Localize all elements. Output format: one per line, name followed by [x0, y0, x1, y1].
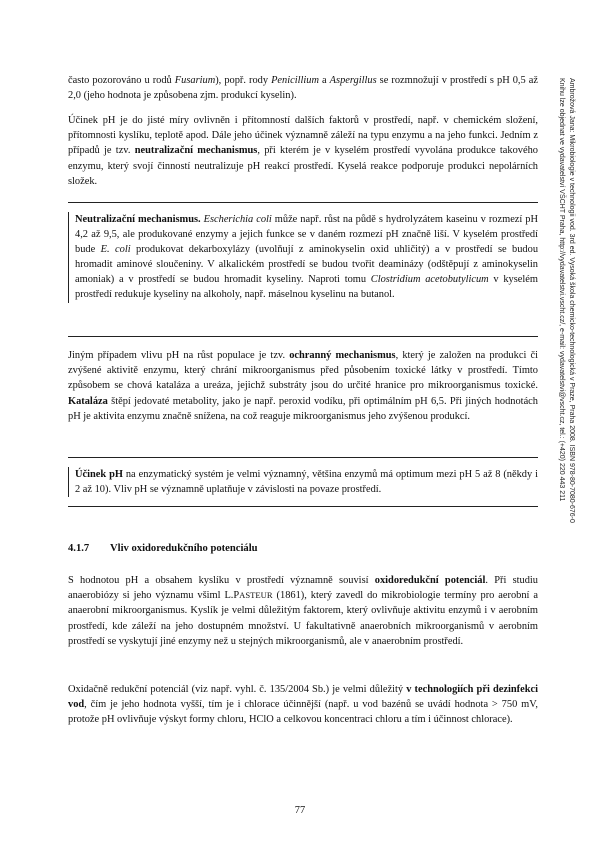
- p2-text: Účinek pH je do jisté míry ovlivněn i přítomností dalších faktorů v prostředí, např. v chemickém složení, přítomnosti kyslíku, teplotě apod. Dále jeho účinek významně záleží na typu enzymu a na jeho funkci. Jedním z případů je tzv. neutralizační mechanismus, při kterém je v kyselém prostředí vyvolána produkce takového enzymu, který svojí činností neutralizuje pH reakcí prostředí. Kyselá reakce podporuje produkci nepolárních složek.: [68, 115, 538, 187]
- p1-text: často pozorováno u rodů Fusarium), popř. rody Penicillium a Aspergillus se rozmnožují v prostředí s pH 0,5 až 2,0 (jeho hodnota je způsobena zjm. produkcí kyselin).: [68, 75, 538, 102]
- boxed-note-ph-enzymes: [68, 467, 538, 497]
- section-number: 4.1.7: [68, 543, 90, 554]
- page-number: 77: [294, 805, 306, 816]
- p5-text: Oxidačně redukční potenciál (viz např. vyhl. č. 135/2004 Sb.) je velmi důležitý v technologiích při dezinfekci vod, čím je jeho hodnota vyšší, tím je i chlorace účinnější (např. u vod bazénů se uvádí hodnota > 750 mV, protože pH ovlivňuje výskyt formy chloru, HClO a celkovou koncentraci chloru a tím i účinnost chlorace).: [68, 684, 538, 726]
- box-top-rule: [68, 202, 538, 203]
- p3-text: Jiným případem vlivu pH na růst populace je tzv. ochranný mechanismus, který je založen na produkci či zvýšené aktivitě enzymu, který chrání mikroorganismus před působením toxické látky v prostředí. Tímto způsobem se chová kataláza a ureáza, jejichž substráty jsou do určité hranice pro mikroorganismus toxické. Kataláza štěpí jedovaté metabolity, jako je např. peroxid vodíku, při optimálním pH 6,5. Při jiných hodnotách pH je aktivita enzymu značně snížena, na což reaguje mikroorganismus jeho zvýšenou produkcí.: [68, 350, 538, 422]
- box2-bottom-rule: [68, 506, 538, 507]
- box1-text: Neutralizační mechanismus. Escherichia coli může např. růst na půdě s hydrolyzátem kaseinu v rozmezí pH 4,2 až 9,5, ale produkované enzymy a jejich funkce se v daném rozmezí pH značně liší. V kyselém prostředí bude E. coli produkovat dekarboxylázy (uvolňují z aminokyselin oxid uhličitý) a v prostředí se budou hromadit aminové sloučeniny. V alkalickém prostředí se budou tvořit deaminázy (odštěpují z aminokyselin amoniak) a v prostředí se budou hromadit kyseliny. Naproti tomu Clostridium acetobutylicum v kyselém prostředí redukuje kyseliny na alkoholy, např. máselnou kyselinu na butanol.: [75, 214, 539, 301]
- paragraph-redox-potential: [68, 573, 538, 649]
- p4-text: S hodnotou pH a obsahem kyslíku v prostředí významně souvisí oxidoredukční potenciál. Při studiu anaerobiózy si jeho významu všiml L.PASTEUR (1861), který zavedl do mikrobiologie termíny pro aerobní a anaerobní mikroorganismus. Kyslík je velmi důležitým faktorem, který ovlivňuje aktivitu enzymů i v aerobním prostředí, kde záleží na jeho dostupném množství. U fakultativně anaerobních mikroorganismů v aerobním prostředí se vyskytují jiné enzymy než u stejných mikroorganismů, ale v anaerobním prostředí.: [68, 575, 538, 647]
- boxed-note-neutralization: [68, 212, 538, 303]
- citation-line-2: Knihu lze objednat ve vydavatelství VŠCHT Praha, http://vydavatelstvi.vscht.cz/, e-mail: vydavatelstvi@vscht.cz, tel.: (+420) 220 443 211: [558, 78, 565, 502]
- box2-text: Účinek pH na enzymatický systém je velmi významný, většina enzymů má optimum mezi pH 5 až 8 (někdy i 2 až 10). Vliv pH se významně uplatňuje v závislosti na povaze prostředí.: [75, 469, 538, 496]
- section-heading: [68, 543, 258, 554]
- paragraph-redox-disinfection: [68, 682, 538, 728]
- paragraph-ph-effect: [68, 113, 538, 189]
- paragraph-continuation: [68, 73, 538, 103]
- section-title: Vliv oxidoredukčního potenciálu: [110, 543, 258, 554]
- side-citation: [547, 78, 587, 598]
- citation-line-1: Ambrožová Jana: Mikrobiologie v technologii vod. 3rd ed. Vysoká škola chemicko-technologická v Praze, Praha 2008. ISBN 978-80-7080-676-0: [568, 78, 575, 523]
- paragraph-protective-mechanism: [68, 348, 538, 424]
- box-bottom-rule: [68, 336, 538, 337]
- box2-top-rule: [68, 457, 538, 458]
